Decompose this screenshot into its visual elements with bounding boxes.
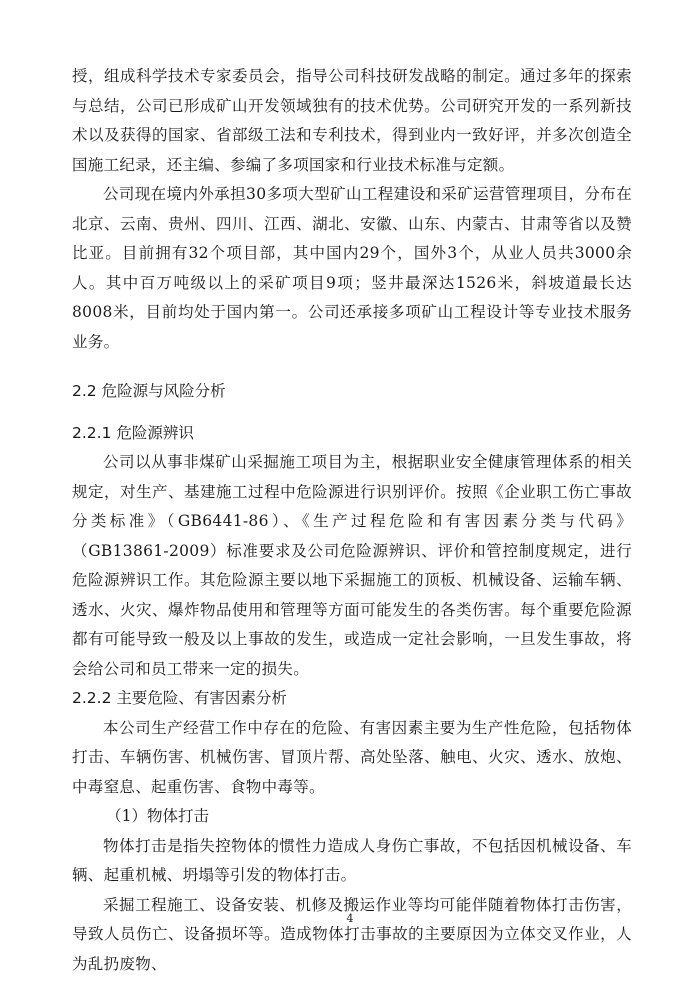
paragraph-hazard-factors: 本公司生产经营工作中存在的危险、有害因素主要为生产性危险，包括物体打击、车辆伤害、机械伤害、冒顶片帮、高处坠落、触电、火灾、透水、放炮、中毒窒息、起重伤害、食物中毒等。 [72, 718, 632, 796]
paragraph-intro-continued: 授，组成科学技术专家委员会，指导公司科技研发战略的制定。通过多年的探索与总结，公司已形成矿山开发领域独有的技术优势。公司研究开发的一系列新技术以及获得的国家、省部级工法和专利技术，得到业内一致好评，并多次创造全国施工纪录，还主编、参编了多项国家和行业技术标准与定额。 [72, 67, 632, 174]
page-number: 4 [346, 912, 354, 925]
document-body [72, 62, 632, 979]
list-item-object-strike: （1）物体打击 [106, 807, 209, 825]
section-heading-2-2-1: 2.2.1 危险源辨识 [72, 423, 194, 442]
section-heading-2-2: 2.2 危险源与风险分析 [72, 382, 226, 400]
paragraph-hazard-identification: 公司以从事非煤矿山采掘施工项目为主，根据职业安全健康管理体系的相关规定，对生产、基建施工过程中危险源进行识别评价。按照《企业职工伤亡事故分类标准》（GB6441-86）、《生产过程危险和有害因素分类与代码》（GB13861-2009）标准要求及公司危险源辨识、评价和管控制度规定，进行危险源辨识工作。其危险源主要以地下采掘施工的顶板、机械设备、运输车辆、透水、火灾、爆炸物品使用和管理等方面可能发生的各类伤害。每个重要危险源都有可能导致一般及以上事故的发生，或造成一定社会影响，一旦发生事故，将会给公司和员工带来一定的损失。 [72, 453, 632, 678]
section-heading-2-2-2: 2.2.2 主要危险、有害因素分析 [72, 689, 287, 707]
paragraph-projects: 公司现在境内外承担30多项大型矿山工程建设和采矿运营管理项目，分布在北京、云南、贵州、四川、江西、湖北、安徽、山东、内蒙古、甘肃等省以及赞比亚。目前拥有32个项目部，其中国内29个，国外3个，从业人员共3000余人。其中百万吨级以上的采矿项目9项；竖井最深达1526米，斜坡道最长达8008米，目前均处于国内第一。公司还承接多项矿山工程设计等专业技术服务业务。 [72, 185, 632, 351]
paragraph-object-strike-definition: 物体打击是指失控物体的惯性力造成人身伤亡事故，不包括因机械设备、车辆、起重机械、坍塌等引发的物体打击。 [72, 836, 632, 884]
paragraph-object-strike-causes: 采掘工程施工、设备安装、机修及搬运作业等均可能伴随着物体打击伤害，导致人员伤亡、设备损坏等。造成物体打击事故的主要原因为立体交叉作业，人为乱扔废物、 [72, 895, 632, 973]
